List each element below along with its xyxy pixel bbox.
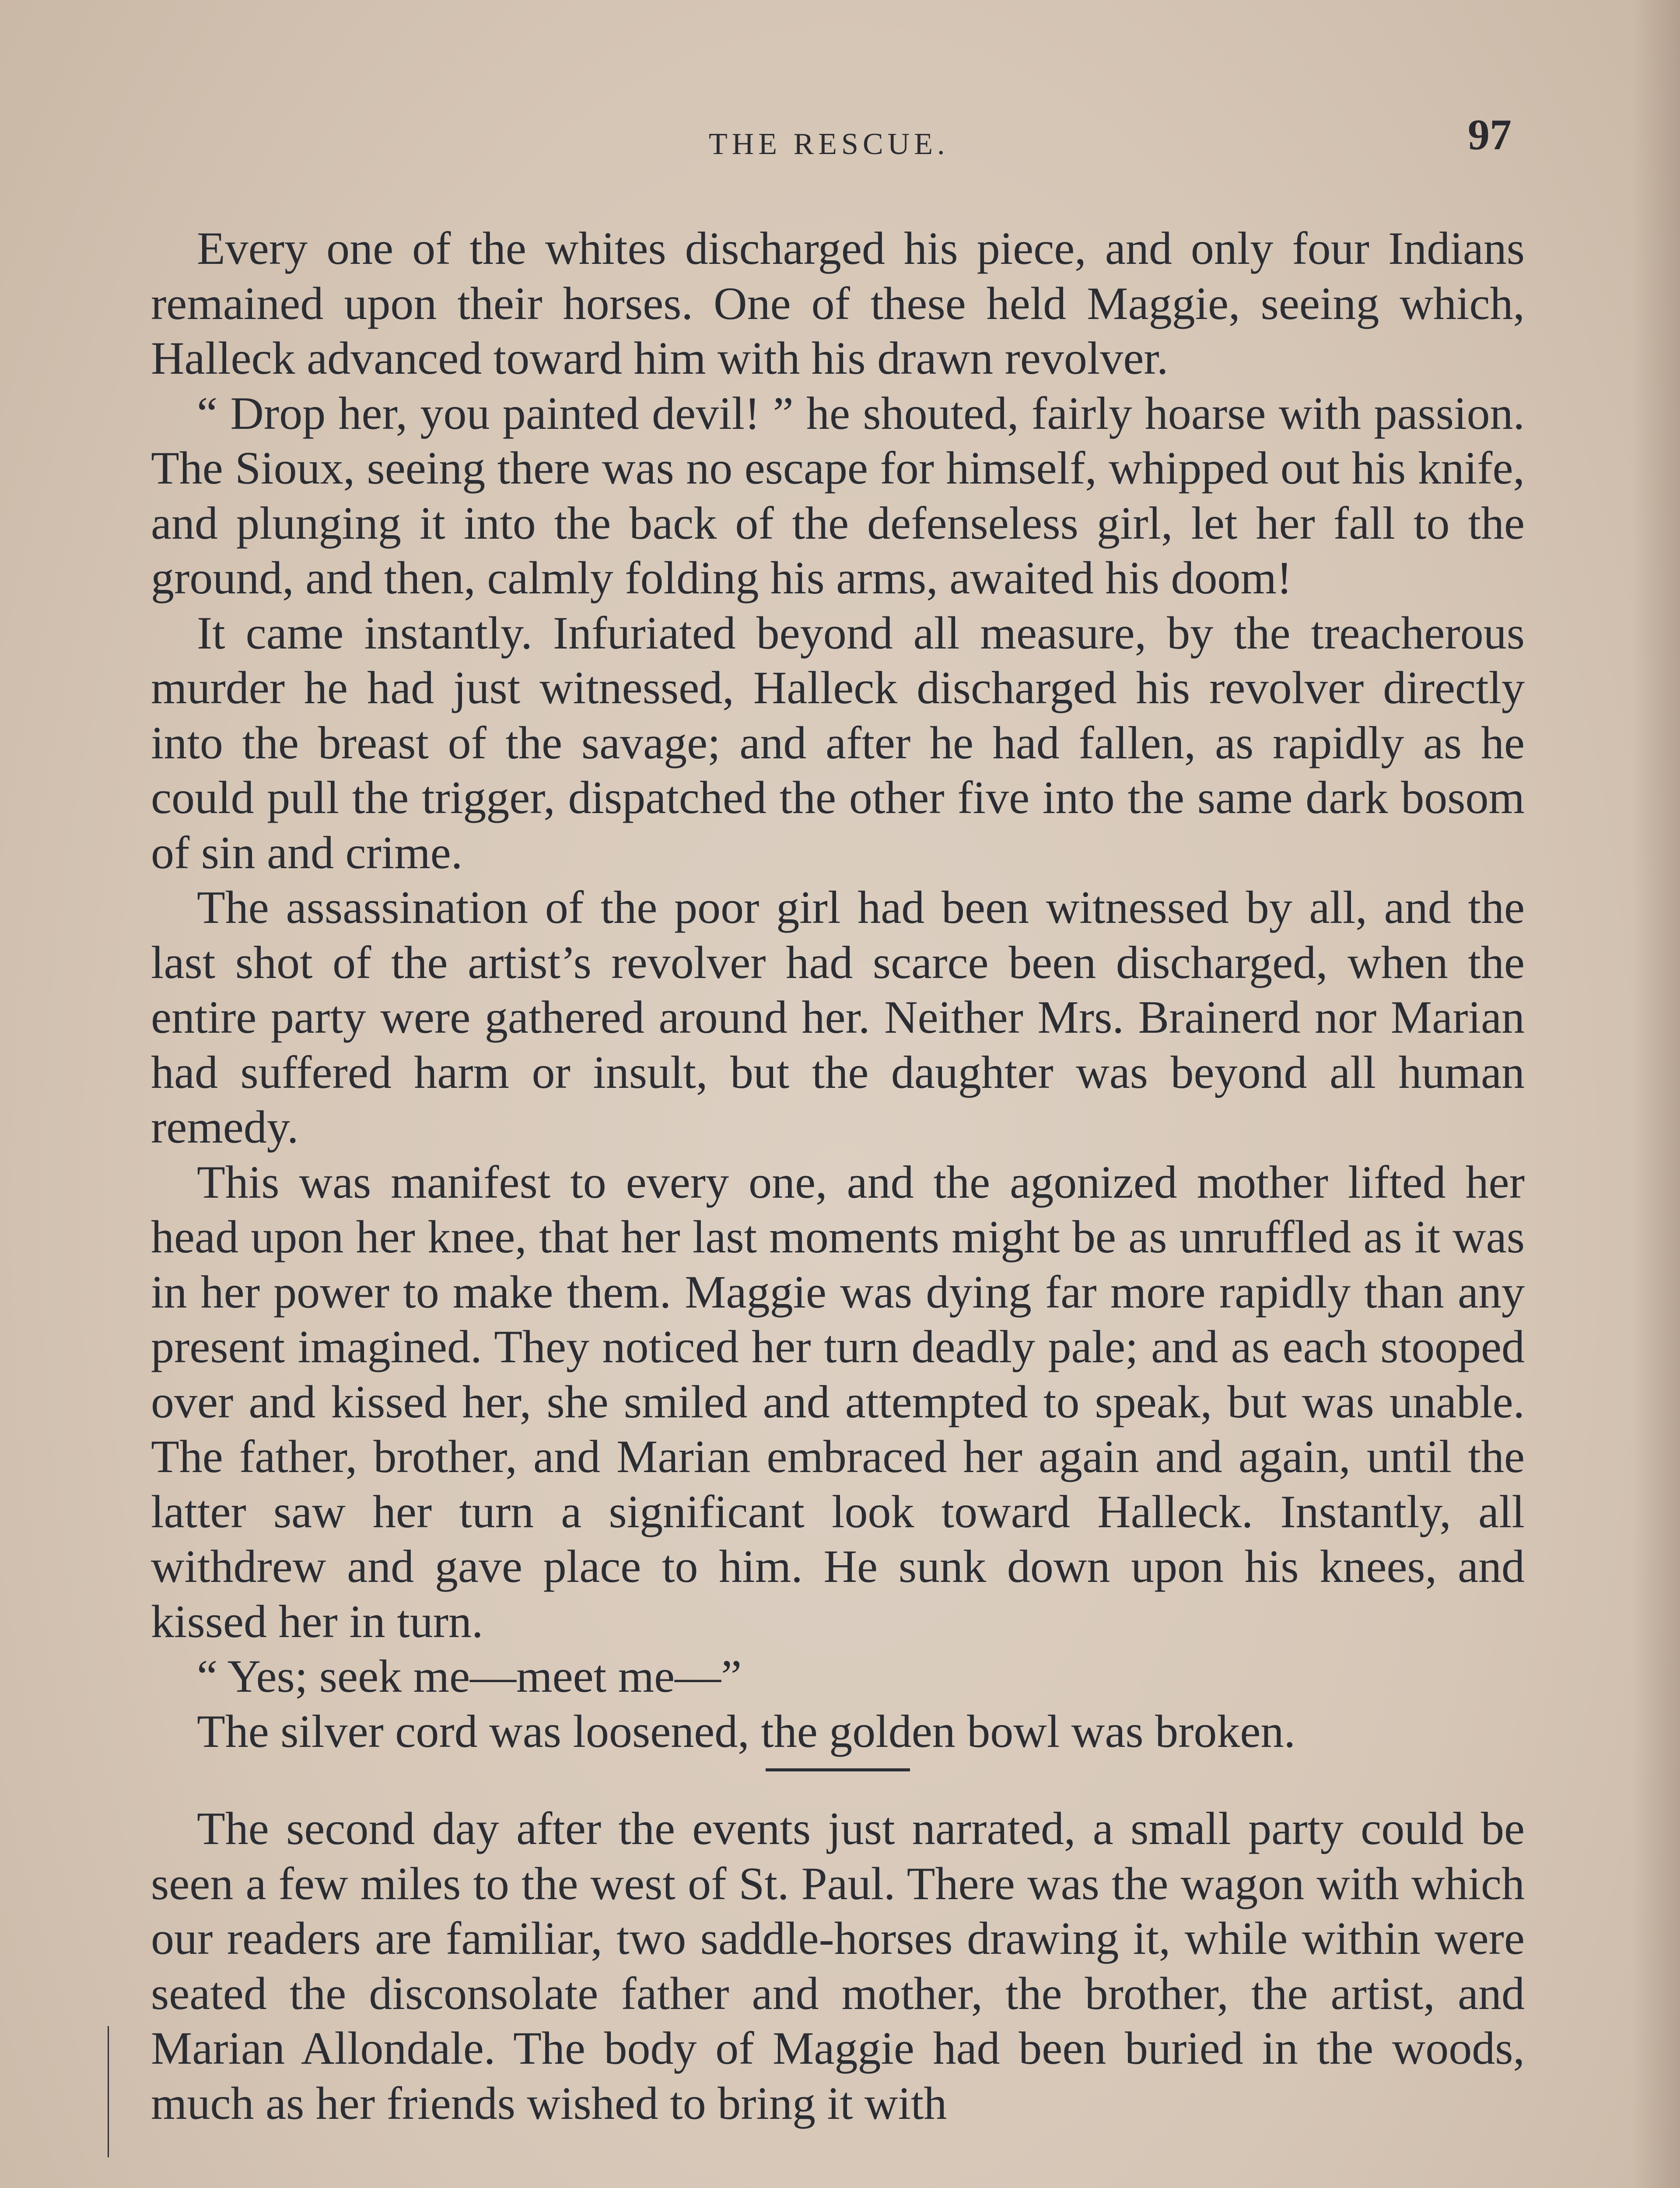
paragraph: This was manifest to every one, and the agonized mother lifted her head upon her knee, that her last moments might be as unruffled as it was in her power to make them. Maggie was dying far more rapidly than any present imagined. They noticed her turn deadly pale; and as each stooped over and kissed her, she smiled and attempted to speak, but was unable. The father, brother, and Marian embraced her again and again, until the latter saw her turn a significant look toward Halleck. Instantly, all withdrew and gave place to him. He sunk down upon his knees, and kissed her in turn. xyxy=(151,1156,1525,1647)
paragraph: The silver cord was loosened, the golden bowl was broken. xyxy=(197,1705,1295,1757)
paragraph: Every one of the whites discharged his piece, and only four Indians remained upon their horses. One of these held Maggie, seeing which, Halleck advanced toward him with his drawn revolver. xyxy=(151,223,1525,384)
page-shadow-right xyxy=(1632,0,1680,2188)
page-number: 97 xyxy=(1468,110,1512,159)
paragraph: “ Drop her, you painted devil! ” he shouted, fairly hoarse with passion. The Sioux, seeing there was no escape for himself, whipped out his knife, and plunging it into the back of the defenseless girl, let her fall to the ground, and then, calmly folding his arms, awaited his doom! xyxy=(151,387,1525,603)
section-divider xyxy=(766,1768,910,1771)
paragraph: “ Yes; seek me—meet me—” xyxy=(197,1651,742,1702)
running-head: THE RESCUE. xyxy=(709,127,949,161)
paragraph: The second day after the events just narrated, a small party could be seen a few miles to the west of St. Paul. There was the wagon with which our readers are familiar, two saddle-horses drawing it, while within were seated the disconsolate father and mother, the brother, the artist, and Marian Allondale. The body of Maggie had been buried in the woods, much as her friends wished to bring it with xyxy=(151,1803,1525,2129)
paragraph: The assassination of the poor girl had been witnessed by all, and the last shot of the artist’s revolver had scarce been discharged, when the entire party were gathered around her. Neither Mrs. Brainerd nor Marian had suffered harm or insult, but the daughter was beyond all human remedy. xyxy=(151,882,1525,1153)
body-text xyxy=(151,221,1525,2131)
margin-pencil-mark xyxy=(108,2026,109,2157)
paragraph: It came instantly. Infuriated beyond all measure, by the treacherous murder he had just witnessed, Halleck discharged his revolver directly into the breast of the savage; and after he had fallen, as rapidly as he could pull the trigger, dispatched the other five into the same dark bosom of sin and crime. xyxy=(151,607,1525,878)
